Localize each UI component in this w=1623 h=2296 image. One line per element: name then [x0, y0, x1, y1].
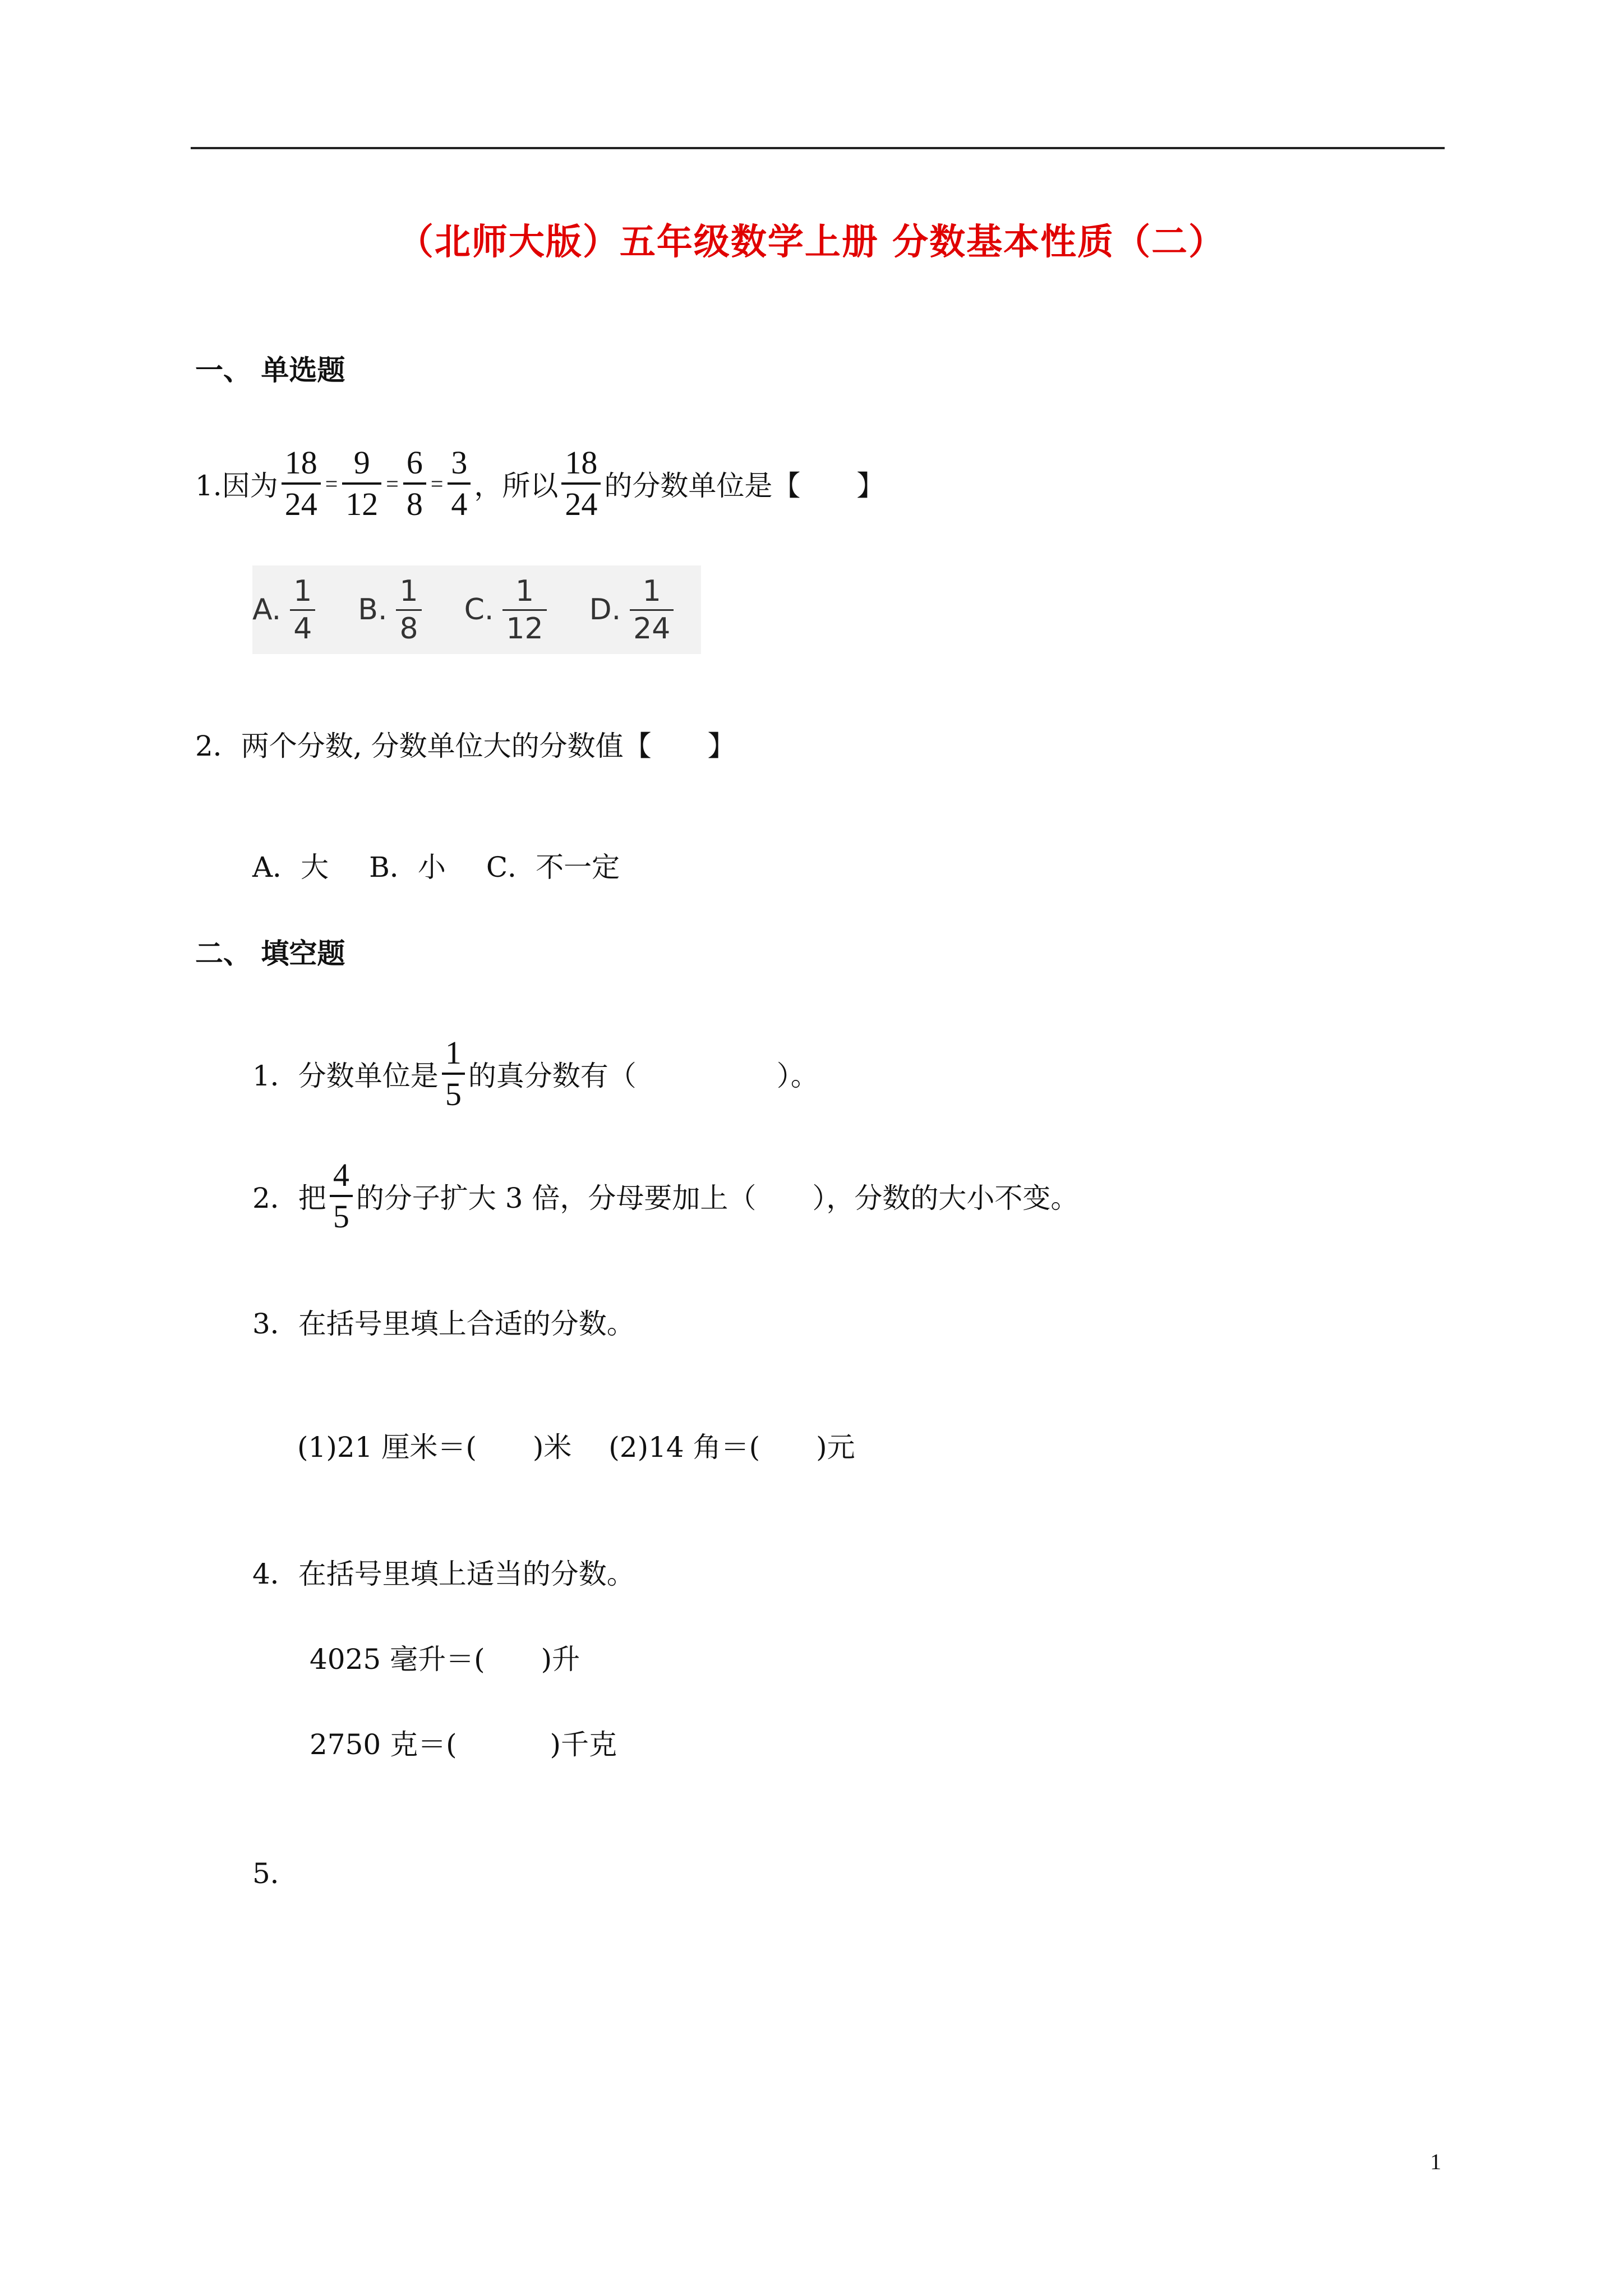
- fraction-3-4: $\frac{3}{4}$: [448, 447, 471, 521]
- fraction-9-12: $\frac{9}{12}$: [342, 447, 381, 521]
- q2-option-b[interactable]: B．小: [369, 851, 446, 884]
- fill-question-4-line-2: 2750 克＝( )千克: [310, 1728, 617, 1761]
- fill-question-4: 4．在括号里填上适当的分数。: [252, 1558, 635, 1590]
- fill-question-2: 2．把 $\frac{4}{5}$ 的分子扩大 3 倍，分母要加上（ ），分数的大小不变。: [252, 1157, 1079, 1235]
- q2-options: [252, 845, 620, 885]
- header-rule: [191, 147, 1445, 149]
- option-b[interactable]: B. $\frac{1}{8}$: [358, 577, 425, 643]
- option-a[interactable]: A. $\frac{1}{4}$: [252, 577, 319, 643]
- fraction-6-8: $\frac{6}{8}$: [403, 447, 426, 521]
- fraction-4-5: $\frac{4}{5}$: [330, 1159, 353, 1233]
- q2-option-c[interactable]: C．不一定: [486, 851, 620, 884]
- page-number: 1: [1430, 2149, 1441, 2174]
- fraction-18-24: $\frac{18}{24}$: [282, 447, 321, 521]
- section-heading-single-choice: 一、 单选题: [195, 353, 345, 386]
- fill-question-3-line: (1)21 厘米＝( )米 (2)14 角＝( )元: [297, 1431, 855, 1464]
- fill-question-4-line-1: 4025 毫升＝( )升: [310, 1643, 580, 1676]
- q1-suffix: 的分数单位是【 】: [604, 470, 885, 502]
- q1-options: [252, 565, 701, 654]
- question-1: 1.因为 $\frac{18}{24}$ = $\frac{9}{12}$ = $\frac{6}{8}$ = $\frac{3}{4}$ ，所以 $\frac{18}{24}$ 的分数单位是【 】: [195, 444, 885, 522]
- fill-question-5: 5．: [252, 1857, 298, 1890]
- fill-question-3: 3．在括号里填上合适的分数。: [252, 1308, 635, 1340]
- q1-mid-text: ，所以: [474, 470, 559, 502]
- page-title: （北师大版）五年级数学上册 分数基本性质（二）: [397, 221, 1226, 263]
- option-c[interactable]: C. $\frac{1}{12}$: [464, 577, 550, 643]
- option-d[interactable]: D. $\frac{1}{24}$: [589, 577, 677, 643]
- fill-question-1: 1．分数单位是 $\frac{1}{5}$ 的真分数有（ ）。: [252, 1034, 819, 1112]
- q2-option-a[interactable]: A．大: [252, 851, 329, 884]
- section-heading-fill-blank: 二、 填空题: [195, 937, 345, 970]
- fraction-subject-18-24: $\frac{18}{24}$: [561, 447, 601, 521]
- fraction-1-5: $\frac{1}{5}$: [442, 1037, 465, 1111]
- q1-prefix: 1.因为: [195, 470, 278, 502]
- question-2: 2．两个分数, 分数单位大的分数值【 】: [195, 730, 736, 762]
